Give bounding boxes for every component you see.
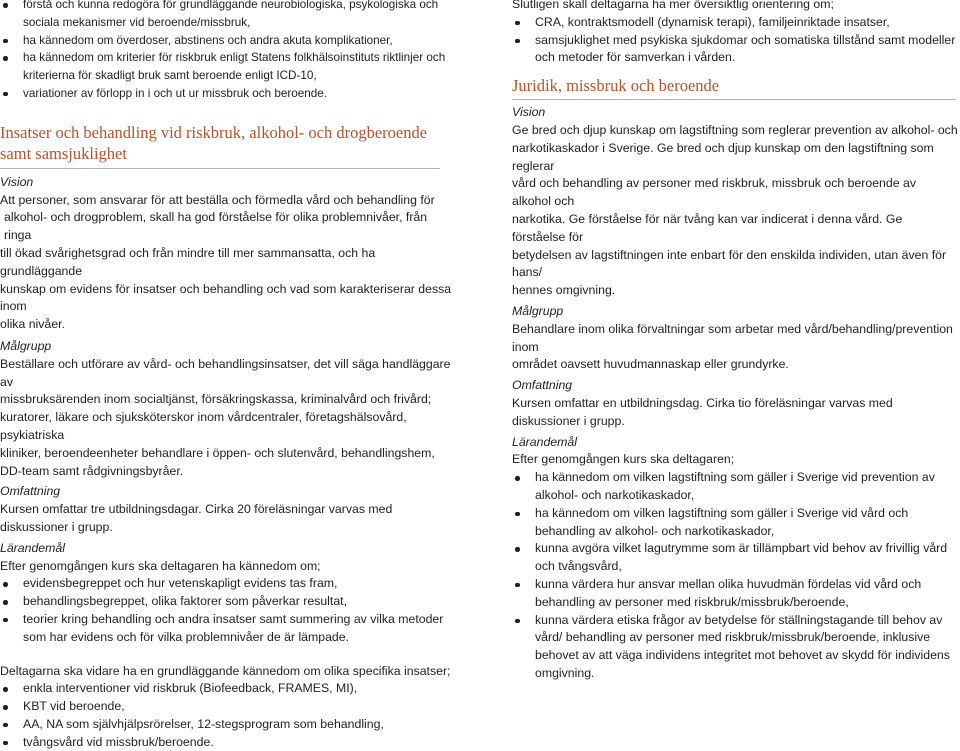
text-line: Att personer, som ansvarar för att beställa och förmedla vård och behandling för <box>0 192 435 207</box>
vision-label: Vision <box>512 105 546 120</box>
list-item: ha kännedom om överdoser, abstinens och andra akuta komplikationer, <box>0 32 452 50</box>
text-line: narkotikaskador i Sverige. Ge bred och djup kunskap om den lagstiftning som reglerar <box>512 140 934 173</box>
list-item: kunna värdera hur ansvar mellan olika huvudmän fördelas vid vård och behandling av personer med riskbruk/missbruk/beroende, <box>512 576 958 612</box>
malgrupp-label: Målgrupp <box>512 303 564 318</box>
text-line: till ökad svårighetsgrad och från mindre till mer sammansatta, och ha grundläggande <box>0 245 376 278</box>
text-line: Beställare och utförare av vård- och behandlingsinsatser, det vill säga handläggare av <box>0 356 451 389</box>
malgrupp-text <box>512 321 958 374</box>
text-line: området oavsett huvudmannaskap eller grundyrke. <box>512 357 789 372</box>
list-item: ha kännedom om vilken lagstiftning som gäller i Sverige vid prevention av alkohol- och narkotikaskador, <box>512 469 958 505</box>
omfattning-text: Kursen omfattar tre utbildningsdagar. Cirka 20 föreläsningar varvas med diskussioner i grupp. <box>0 502 393 534</box>
list-item: CRA, kontraktsmodell (dynamisk terapi), familjeinriktade insatser, <box>512 14 958 32</box>
text-line: DD-team samt rådgivningsbyråer. <box>0 463 184 478</box>
list-item: AA, NA som självhjälpsrörelser, 12-stegsprogram som behandling, <box>0 716 452 734</box>
larandemal-intro: Efter genomgången kurs ska deltagaren ha kännedom om; <box>0 558 321 573</box>
vision-text <box>512 122 958 300</box>
text-line: Ge bred och djup kunskap om lagstiftning som reglerar prevention av alkohol- och <box>512 122 958 137</box>
omfattning-label: Omfattning <box>512 378 573 393</box>
list-item: förstå och kunna redogöra för grundläggande neurobiologiska, psykologiska och sociala mekanismer vid beroende/missbruk, <box>0 0 452 32</box>
list-item: kunna värdera etiska frågor av betydelse för ställningstagande till behov av vård/ behandling av personer med riskbruk/missbruk/beroende, inklusive behovet av att väga individens integritet mot behovet av skydd för individens omgivning. <box>512 612 958 683</box>
section-heading: Juridik, missbruk och beroende <box>512 75 956 100</box>
orientation-list <box>512 14 958 67</box>
list-item: ha kännedom om kriterier för riskbruk enligt Statens folkhälsoinstituts riktlinjer och kriterierna för skadligt bruk samt beroende enligt ICD-10, <box>0 49 452 85</box>
list-item: teorier kring behandling och andra insatser samt summering av vilka metoder som har evidens och för vilka problemnivåer de är lämpade. <box>0 611 452 647</box>
orientation-intro: Slutligen skall deltagarna ha mer översiktlig orientering om; <box>512 0 834 11</box>
text-line: kuratorer, läkare och sjuksköterskor inom vårdcentraler, företagshälsovård, psykiatriska <box>0 410 407 442</box>
omfattning-label: Omfattning <box>0 484 61 499</box>
text-line: narkotika. Ge förståelse för när tvång kan var indicerat i denna vård. Ge förståelse för <box>512 211 903 244</box>
larandemal-intro: Efter genomgången kurs ska deltagaren; <box>512 452 735 467</box>
list-item: behandlingsbegreppet, olika faktorer som påverkar resultat, <box>0 593 452 611</box>
text-line: kliniker, beroendeenheter behandlare i öppen- och slutenvård, behandlingshem, <box>0 445 435 460</box>
text-line: kunskap om evidens för insatser och behandling och vad som karakteriserar dessa inom <box>0 281 452 314</box>
list-item: evidensbegreppet och hur vetenskapligt evidens tas fram, <box>0 575 452 593</box>
omfattning-text: Kursen omfattar en utbildningsdag. Cirka tio föreläsningar varvas med diskussioner i grupp. <box>512 395 893 428</box>
text-line: olika nivåer. <box>0 317 65 332</box>
vision-label: Vision <box>0 174 34 189</box>
list-item: kunna avgöra vilket lagutrymme som är tillämpbart vid behov av frivillig vård och tvångsvård, <box>512 540 958 576</box>
larandemal-label: Lärandemål <box>0 540 65 555</box>
text-line: alkohol- och drogproblem, skall ha god förståelse för olika problemnivåer, från ringa <box>4 210 428 243</box>
malgrupp-label: Målgrupp <box>0 338 52 353</box>
specifika-list <box>0 680 452 751</box>
right-column <box>512 0 958 683</box>
section-heading: Insatser och behandling vid riskbruk, alkohol- och drogberoende samt samsjuklighet <box>0 122 440 169</box>
objectives-list <box>0 0 452 103</box>
list-item: variationer av förlopp in i och ut ur missbruk och beroende. <box>0 85 452 103</box>
malgrupp-text <box>0 356 452 481</box>
larandemal-list <box>0 575 452 646</box>
list-item: ha kännedom om vilken lagstiftning som gäller i Sverige vid vård och behandling av alkohol- och narkotikaskador, <box>512 505 958 541</box>
text-line: missbruksärenden inom socialtjänst, försäkringskassa, kriminalvård och frivård; <box>0 392 432 407</box>
list-item: KBT vid beroende, <box>0 698 452 716</box>
list-item: tvångsvård vid missbruk/beroende. <box>0 734 452 751</box>
list-item: enkla interventioner vid riskbruk (Biofeedback, FRAMES, MI), <box>0 680 452 698</box>
list-item: samsjuklighet med psykiska sjukdomar och somatiska tillstånd samt modeller och metoder för samverkan i vården. <box>512 32 958 68</box>
text-line: vård och behandling av personer med riskbruk, missbruk och beroende av alkohol och <box>512 176 916 209</box>
specifika-intro: Deltagarna ska vidare ha en grundläggande kännedom om olika specifika insatser; <box>0 663 451 678</box>
text-line: hennes omgivning. <box>512 283 616 298</box>
text-line: Behandlare inom olika förvaltningar som arbetar med vård/behandling/prevention inom <box>512 321 953 354</box>
left-column <box>0 0 452 751</box>
vision-text <box>0 192 452 334</box>
larandemal-label: Lärandemål <box>512 434 577 449</box>
text-line: betydelsen av lagstiftningen inte enbart för den enskilda individen, utan även för hans/ <box>512 247 947 280</box>
